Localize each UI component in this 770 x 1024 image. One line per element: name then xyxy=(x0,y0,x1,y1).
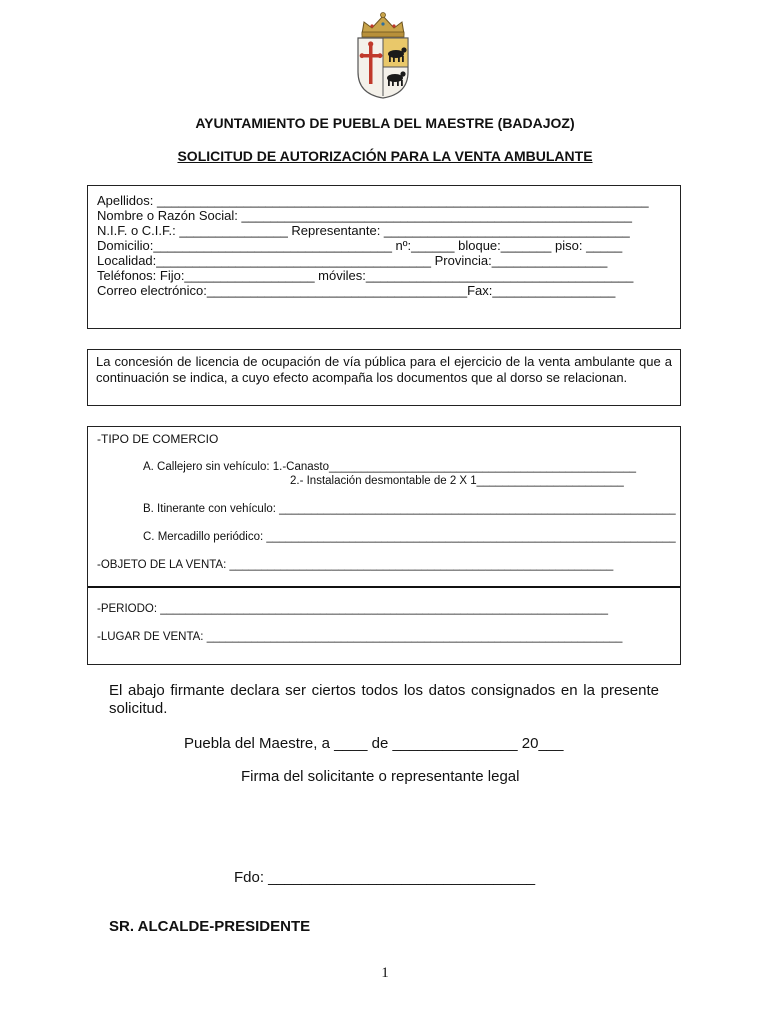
correo-field[interactable]: Correo electrónico:____________________________________Fax:_________________ xyxy=(97,283,616,298)
localidad-field[interactable]: Localidad:______________________________________ Provincia:________________ xyxy=(97,253,608,268)
itinerante-field[interactable]: B. Itinerante con vehículo: ______________________________________________________________ xyxy=(143,503,676,515)
request-text: La concesión de licencia de ocupación de vía pública para el ejercicio de la venta ambulante que a continuación se indica, a cuyo efecto acompaña los documentos que al dorso se relacionan. xyxy=(96,354,672,385)
place-date-field[interactable]: Puebla del Maestre, a ____ de _______________ 20___ xyxy=(184,735,564,752)
nombre-field[interactable]: Nombre o Razón Social: ______________________________________________________ xyxy=(97,208,632,223)
crown-icon xyxy=(362,13,404,38)
objeto-venta-field[interactable]: -OBJETO DE LA VENTA: ____________________________________________________________ xyxy=(97,559,614,571)
callejero-canasto-field[interactable]: A. Callejero sin vehículo: 1.-Canasto________________________________________________ xyxy=(143,461,637,473)
apellidos-field[interactable]: Apellidos: ____________________________________________________________________ xyxy=(97,193,649,208)
instalacion-desmontable-field[interactable]: 2.- Instalación desmontable de 2 X 1_______________________ xyxy=(290,475,624,487)
telefonos-field[interactable]: Teléfonos: Fijo:__________________ móviles:_____________________________________ xyxy=(97,268,634,283)
signature-label: Firma del solicitante o representante legal xyxy=(241,768,520,785)
lugar-venta-field[interactable]: -LUGAR DE VENTA: _________________________________________________________________ xyxy=(97,631,623,643)
periodo-field[interactable]: -PERIODO: ______________________________________________________________________ xyxy=(97,603,608,615)
mercadillo-field[interactable]: C. Mercadillo periódico: ________________________________________________________________ xyxy=(143,531,676,543)
recipient-label: SR. ALCALDE-PRESIDENTE xyxy=(109,918,311,935)
coat-of-arms-icon xyxy=(352,10,414,100)
section-divider xyxy=(88,586,680,588)
domicilio-field[interactable]: Domicilio:_________________________________ nº:______ bloque:_______ piso: _____ xyxy=(97,238,623,253)
page-number: 1 xyxy=(381,965,389,981)
form-subtitle: SOLICITUD DE AUTORIZACIÓN PARA LA VENTA AMBULANTE xyxy=(177,148,593,164)
declaration-text: El abajo firmante declara ser ciertos todos los datos consignados en la presente solicitud. xyxy=(109,682,659,717)
tipo-comercio-label: -TIPO DE COMERCIO xyxy=(97,432,219,446)
signature-field[interactable]: Fdo: ________________________________ xyxy=(234,869,536,886)
nif-field[interactable]: N.I.F. o C.I.F.: _______________ Representante: __________________________________ xyxy=(97,223,630,238)
page-title: AYUNTAMIENTO DE PUEBLA DEL MAESTRE (BADAJOZ) xyxy=(195,115,575,131)
